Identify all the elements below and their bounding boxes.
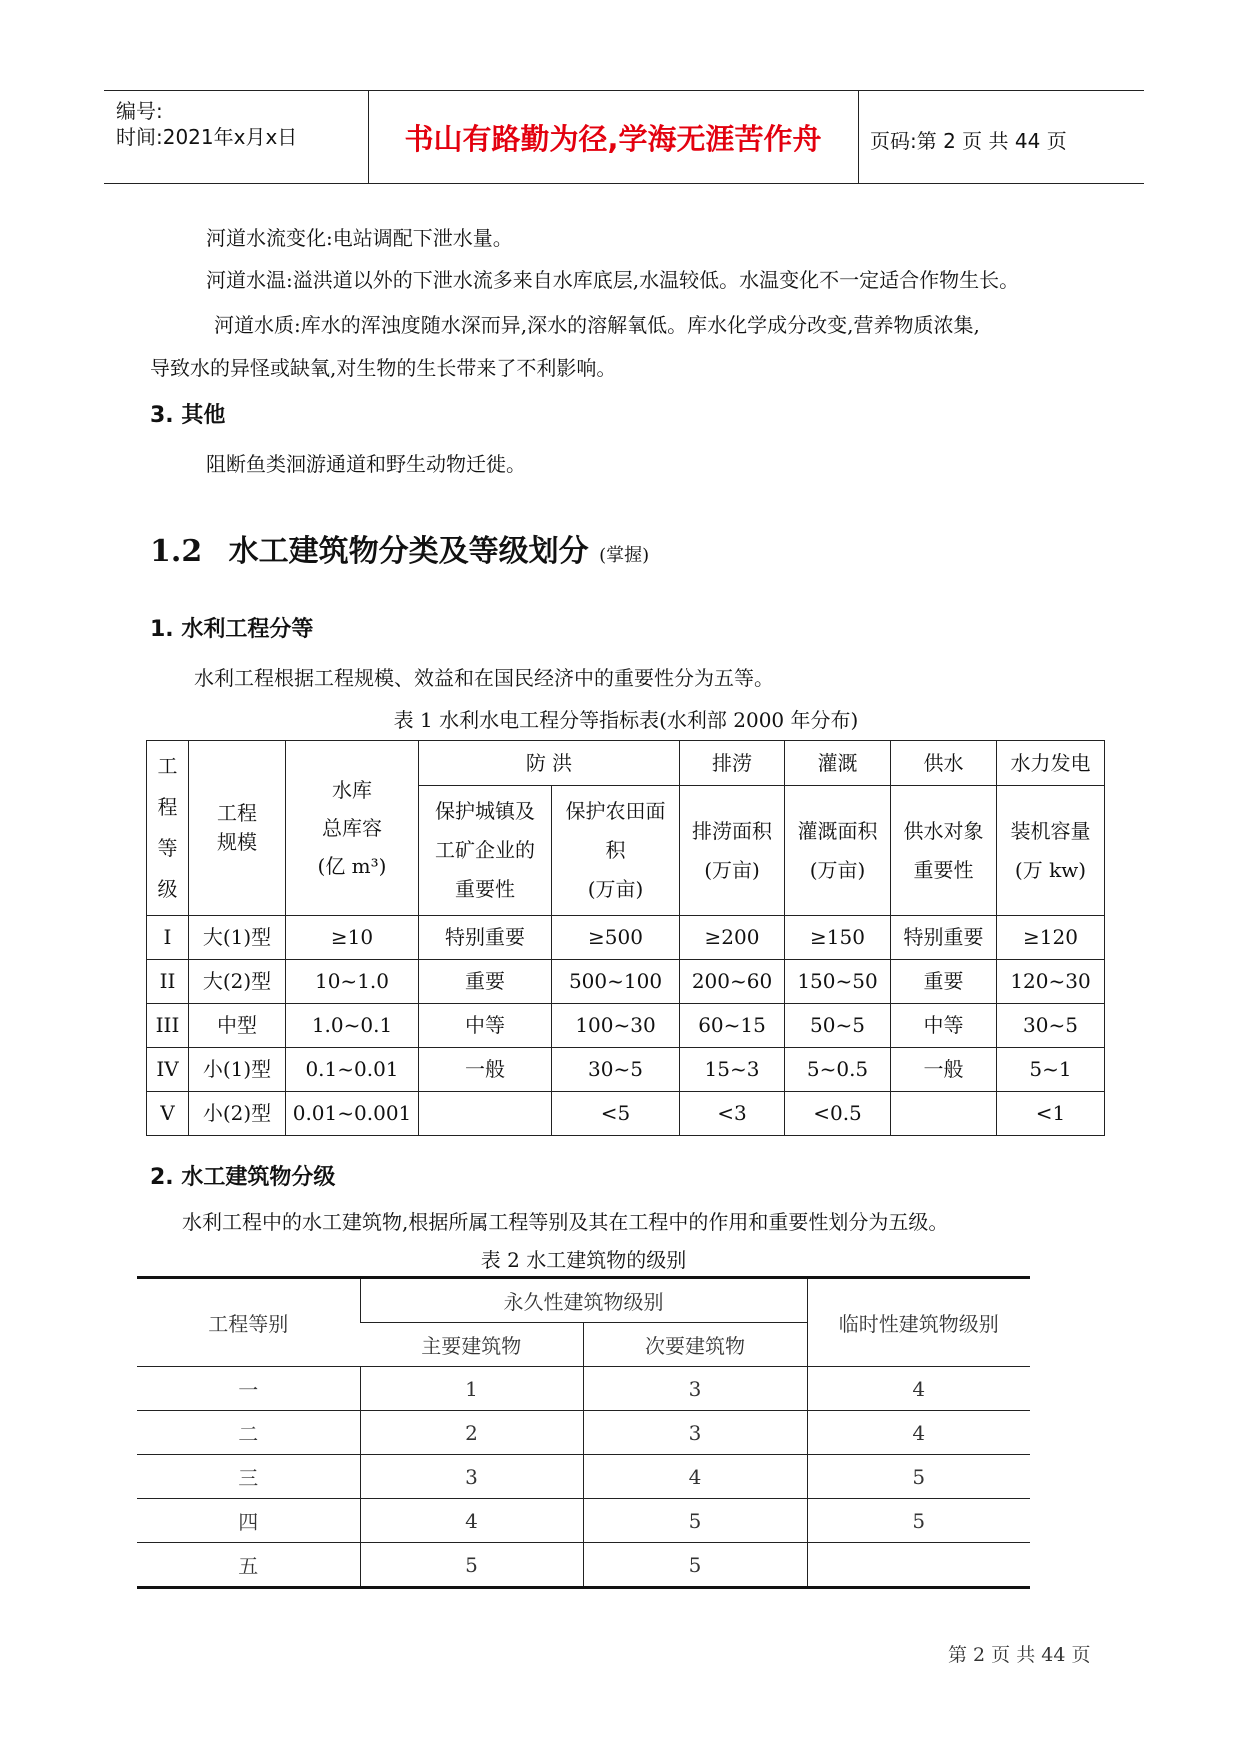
- header-supply-importance: 供水对象 重要性: [891, 786, 997, 916]
- paragraph-flow: 河道水流变化:电站调配下泄水量。: [206, 226, 513, 250]
- table-row: III 中型 1.0~0.1 中等 100~30 60~15 50~5 中等 30~5: [147, 1004, 1105, 1048]
- header-secondary-building: 次要建筑物: [583, 1323, 807, 1367]
- section-title: 水工建筑物分类及等级划分: [228, 534, 589, 569]
- header-project-scale: 工程 规模: [189, 741, 286, 916]
- table1-caption: 表 1 水利水电工程分等指标表(水利部 2000 年分布): [393, 708, 859, 732]
- paragraph-other: 阻断鱼类洄游通道和野生动物迁徙。: [206, 452, 526, 476]
- paragraph-quality-line1: 河道水质:库水的浑浊度随水深而异,深水的溶解氧低。库水化学成分改变,营养物质浓集,: [214, 313, 980, 337]
- header-project-rank: 工 程 等 级: [147, 741, 189, 916]
- heading-other: 3. 其他: [150, 403, 226, 428]
- header-time-label: 时间:2021年x月x日: [116, 125, 298, 149]
- page-footer: 第 2 页 共 44 页: [948, 1644, 1091, 1666]
- table-row: 一 1 3 4: [137, 1367, 1030, 1411]
- header-protect-city: 保护城镇及 工矿企业的 重要性: [419, 786, 552, 916]
- header-motto: 书山有路勤为径,学海无涯苦作舟: [404, 122, 822, 156]
- page-header: [104, 90, 1144, 184]
- heading-building-grading: 2. 水工建筑物分级: [150, 1165, 336, 1190]
- table-row: II 大(2)型 10~1.0 重要 500~100 200~60 150~50 重要 120~30: [147, 960, 1105, 1004]
- table-row: IV 小(1)型 0.1~0.01 一般 30~5 15~3 5~0.5 一般 5~1: [147, 1048, 1105, 1092]
- section-heading: [150, 526, 649, 570]
- header-page-label: 页码:第 2 页 共 44 页: [870, 129, 1067, 153]
- header-water-supply: 供水: [891, 741, 997, 786]
- table2-caption: 表 2 水工建筑物的级别: [480, 1248, 687, 1272]
- header-number-label: 编号:: [116, 99, 163, 123]
- grading-index-table: [146, 740, 1105, 1136]
- header-reservoir-capacity: 水库 总库容 (亿 m³): [286, 741, 419, 916]
- table-row: 五 5 5: [137, 1543, 1030, 1588]
- table-row: I 大(1)型 ≥10 特别重要 ≥500 ≥200 ≥150 特别重要 ≥120: [147, 916, 1105, 960]
- header-permanent-level: 永久性建筑物级别: [360, 1278, 807, 1323]
- header-hydropower: 水力发电: [997, 741, 1105, 786]
- header-flood-control: 防 洪: [419, 741, 680, 786]
- paragraph-project-grading: 水利工程根据工程规模、效益和在国民经济中的重要性分为五等。: [194, 666, 774, 690]
- table-row: 二 2 3 4: [137, 1411, 1030, 1455]
- header-installed-capacity: 装机容量 (万 kw): [997, 786, 1105, 916]
- header-divider: [858, 91, 859, 183]
- header-temporary-level: 临时性建筑物级别: [807, 1278, 1030, 1367]
- table-row: 三 3 4 5: [137, 1455, 1030, 1499]
- header-project-category: 工程等别: [137, 1278, 360, 1367]
- heading-project-grading: 1. 水利工程分等: [150, 617, 314, 642]
- header-irrigation-area: 灌溉面积 (万亩): [785, 786, 891, 916]
- section-number: 1.2: [150, 534, 203, 569]
- paragraph-temperature: 河道水温:溢洪道以外的下泄水流多来自水库底层,水温较低。水温变化不一定适合作物生长。: [206, 268, 1020, 292]
- paragraph-building-grading: 水利工程中的水工建筑物,根据所属工程等别及其在工程中的作用和重要性划分为五级。: [182, 1210, 949, 1234]
- paragraph-quality-line2: 导致水的异怪或缺氧,对生物的生长带来了不利影响。: [150, 356, 617, 380]
- building-level-table: [137, 1276, 1030, 1589]
- header-irrigation: 灌溉: [785, 741, 891, 786]
- header-drainage: 排涝: [680, 741, 785, 786]
- table-row: V 小(2)型 0.01~0.001 <5 <3 <0.5 <1: [147, 1092, 1105, 1136]
- header-protect-farmland: 保护农田面 积 (万亩): [552, 786, 680, 916]
- table-row: 四 4 5 5: [137, 1499, 1030, 1543]
- header-main-building: 主要建筑物: [360, 1323, 583, 1367]
- header-drainage-area: 排涝面积 (万亩): [680, 786, 785, 916]
- section-note: (掌握): [599, 545, 650, 566]
